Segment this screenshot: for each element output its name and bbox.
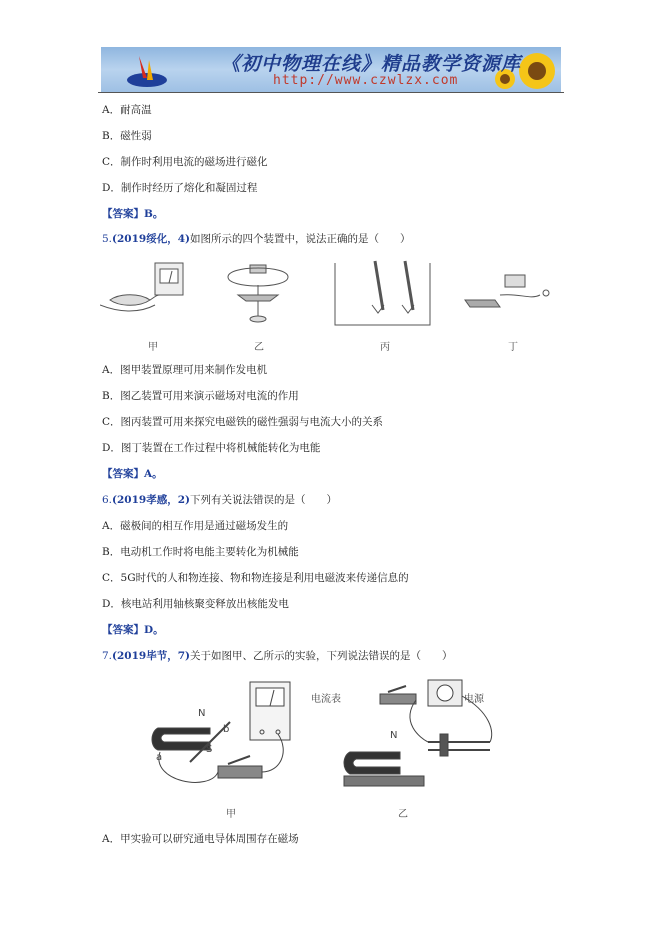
device-jia: [100, 263, 183, 311]
fig5-label-yi: 乙: [254, 342, 264, 353]
question-number: 7.: [102, 650, 113, 662]
answer-6: 【答案】D。: [102, 624, 164, 636]
fig7-label-jia: 甲: [226, 809, 236, 820]
question-text: 下列有关说法错误的是（ ）: [190, 494, 337, 506]
fig7-label-yi: 乙: [398, 809, 408, 820]
option-c: C．制作时利用电流的磁场进行磁化: [102, 156, 268, 168]
answer-4: 【答案】B。: [102, 208, 164, 220]
header-rule: [98, 92, 564, 93]
header-banner: [101, 47, 561, 92]
q6-option-a: A．磁极间的相互作用是通过磁场发生的: [102, 520, 289, 532]
option-d: D．制作时经历了熔化和凝固过程: [102, 182, 258, 194]
q6-option-b: B．电动机工作时将电能主要转化为机械能: [102, 546, 299, 558]
q5-option-a: A．图甲装置原理可用来制作发电机: [102, 364, 268, 376]
power-label: 电源: [464, 694, 484, 705]
option-b: B．磁性弱: [102, 130, 152, 142]
q6-option-c: C．5G时代的人和物连接、物和物连接是利用电磁波来传递信息的: [102, 572, 409, 584]
ammeter-label: 电流表: [311, 694, 341, 705]
banner-title: 《初中物理在线》精品教学资源库: [221, 53, 522, 75]
point-a: a: [156, 752, 163, 763]
device-ding: [465, 275, 549, 307]
question-source: (2019毕节，7): [112, 650, 190, 662]
figure-5: [100, 255, 560, 350]
q7-option-a: A．甲实验可以研究通电导体周围存在磁场: [102, 833, 299, 845]
device-yi: [228, 265, 288, 322]
q5-option-c: C．图丙装置可用来探究电磁铁的磁性强弱与电流大小的关系: [102, 416, 384, 428]
pole-n-jia: N: [198, 708, 206, 719]
logo-icon: [125, 50, 169, 90]
question-6: [102, 493, 337, 507]
question-text: 关于如图甲、乙所示的实验，下列说法错误的是（ ）: [190, 650, 453, 662]
question-source: (2019绥化，4): [112, 233, 190, 245]
fig5-label-bing: 丙: [380, 342, 390, 353]
fig5-label-jia: 甲: [148, 342, 158, 353]
answer-5: 【答案】A。: [102, 468, 163, 480]
option-a: A．耐高温: [102, 104, 152, 116]
fig5-label-ding: 丁: [508, 342, 518, 353]
question-7: [102, 649, 453, 663]
q5-option-b: B．图乙装置可用来演示磁场对电流的作用: [102, 390, 299, 402]
q5-option-d: D．图丁装置在工作过程中将机械能转化为电能: [102, 442, 321, 454]
question-number: 5.: [102, 233, 113, 245]
question-source: (2019孝感，2): [112, 494, 190, 506]
point-b: b: [223, 724, 230, 735]
question-5: [102, 232, 411, 246]
banner-url[interactable]: http://www.czwlzx.com: [273, 73, 459, 88]
pole-n-yi: N: [390, 730, 398, 741]
q6-option-d: D．核电站利用轴核聚变释放出核能发电: [102, 598, 289, 610]
question-number: 6.: [102, 494, 113, 506]
experiment-jia: [152, 682, 290, 782]
pole-s-jia: S: [206, 744, 213, 755]
question-text: 如图所示的四个装置中，说法正确的是（ ）: [190, 233, 411, 245]
device-bing: [335, 261, 430, 325]
